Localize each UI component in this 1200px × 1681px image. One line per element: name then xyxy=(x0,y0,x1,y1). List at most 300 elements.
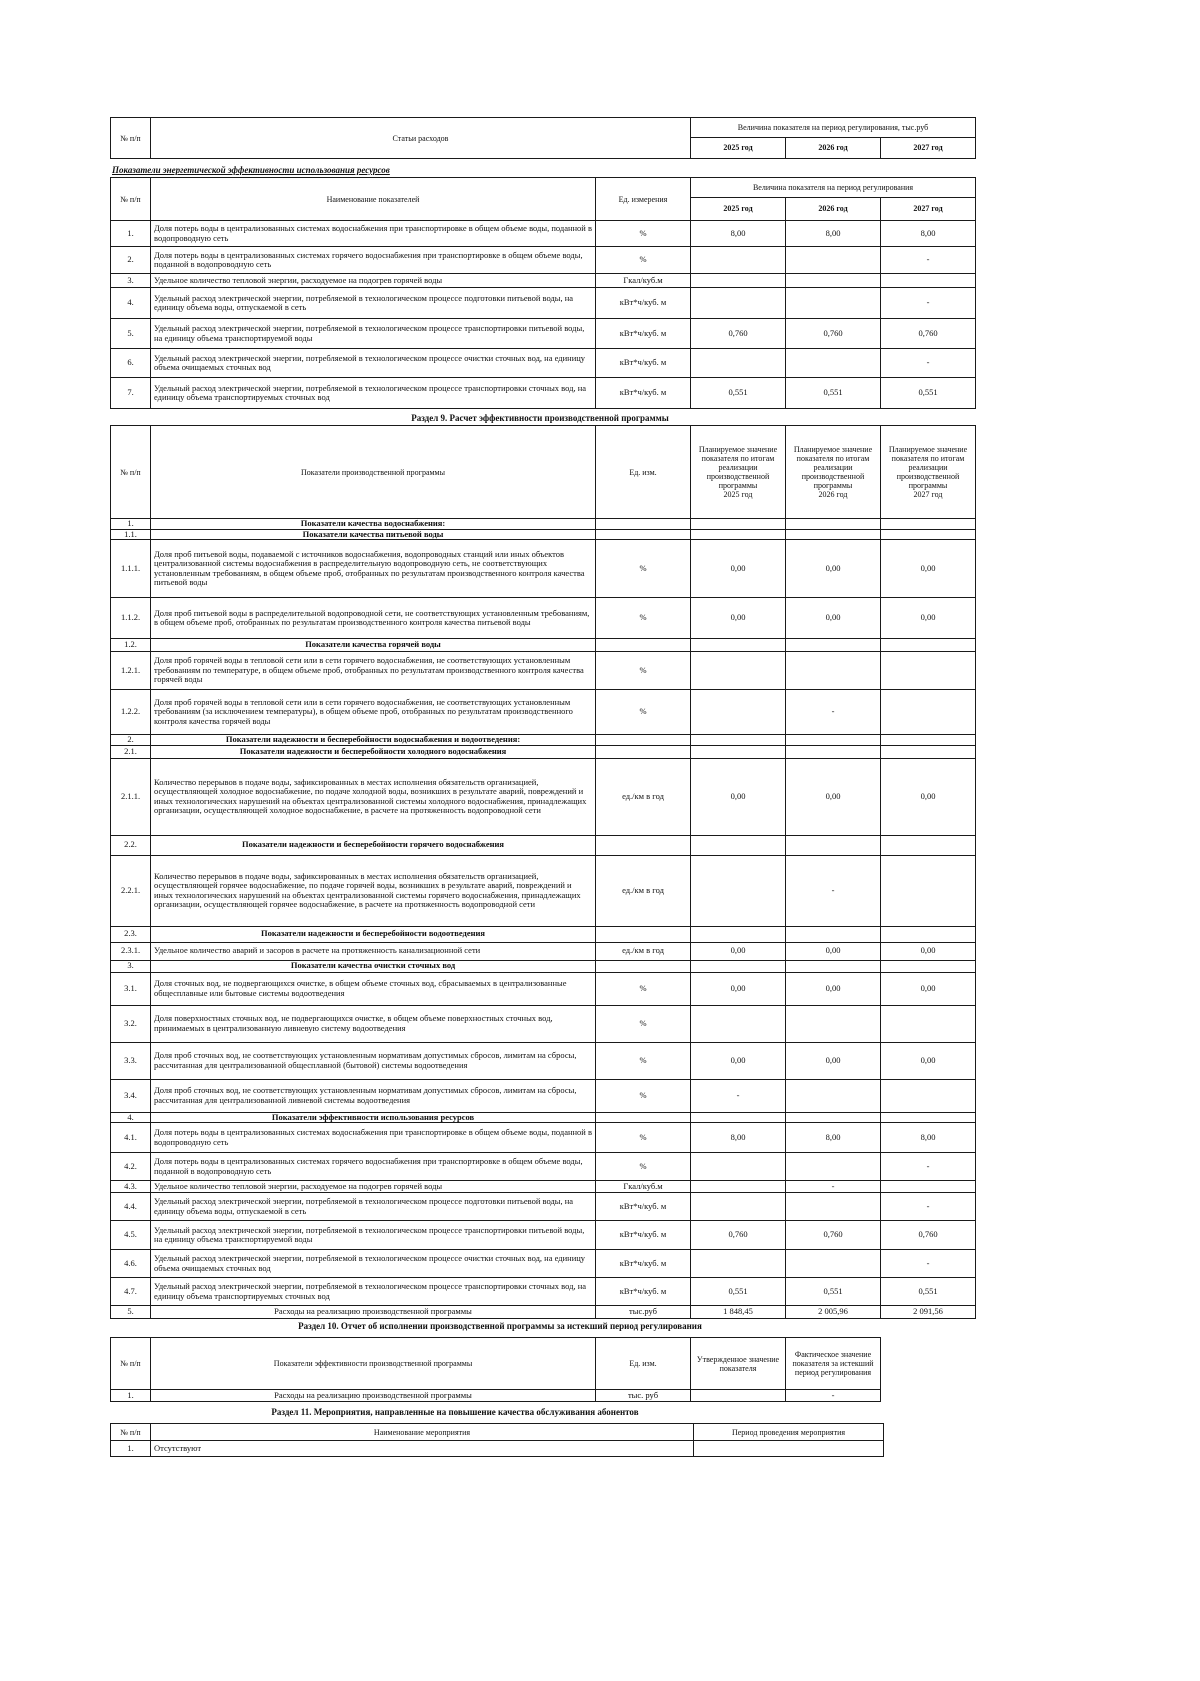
value-2025 xyxy=(691,1250,786,1278)
value-2027 xyxy=(881,960,976,972)
activity-name: Отсутствуют xyxy=(151,1441,694,1457)
section-row xyxy=(111,735,976,746)
section-title: Показатели качества очистки сточных вод xyxy=(151,960,596,972)
value-2025 xyxy=(691,247,786,274)
value-2026 xyxy=(786,1153,881,1181)
col-number-header: № п/п xyxy=(111,178,151,221)
costs-table-body xyxy=(111,118,976,159)
value-2026: 0,00 xyxy=(786,540,881,598)
row-number: 3.3. xyxy=(111,1042,151,1079)
row-number: 1.2.1. xyxy=(111,652,151,690)
table-row xyxy=(111,288,976,319)
row-number: 1. xyxy=(111,1390,151,1402)
plan-year: 2026 год xyxy=(818,490,848,499)
value-2026 xyxy=(786,1250,881,1278)
section9-title: Раздел 9. Расчет эффективности производственной программы xyxy=(411,413,669,423)
value-2027: 0,00 xyxy=(881,758,976,835)
table-row xyxy=(111,1221,976,1250)
row-number: 4.6. xyxy=(111,1250,151,1278)
table-row xyxy=(111,349,976,378)
plan-label: Планируемое значение показателя по итогам реализации производственной программы xyxy=(793,445,873,490)
table-row xyxy=(111,274,976,288)
plan-2026-header xyxy=(786,426,881,519)
value-2027: - xyxy=(881,349,976,378)
indicator-name: Доля потерь воды в централизованных системах горячего водоснабжения при транспортировке в общем объеме воды, поданной в водопроводную сеть xyxy=(151,247,596,274)
value-2025 xyxy=(691,1112,786,1123)
value-2025: 8,00 xyxy=(691,1123,786,1153)
section9-table-body xyxy=(111,519,976,1319)
table-row xyxy=(111,598,976,639)
indicator-name: Удельный расход электрической энергии, потребляемой в технологическом процессе транспортировки питьевой воды, на единицу объема транспортируемой воды xyxy=(151,319,596,349)
row-number: 2.2.1. xyxy=(111,855,151,926)
col-value-header: Величина показателя на период регулирования xyxy=(691,178,976,198)
value-2027: - xyxy=(881,288,976,319)
unit-cell: кВт*ч/куб. м xyxy=(596,1250,691,1278)
row-number: 3.1. xyxy=(111,972,151,1005)
value-2025: 0,00 xyxy=(691,598,786,639)
table-row xyxy=(111,378,976,409)
indicator-name: Расходы на реализацию производственной программы xyxy=(151,1390,596,1402)
section-title: Показатели надежности и бесперебойности водоснабжения и водоотведения: xyxy=(151,735,596,746)
unit-cell: Гкал/куб.м xyxy=(596,1181,691,1193)
value-2027: 0,00 xyxy=(881,972,976,1005)
activity-period xyxy=(694,1441,884,1457)
value-2026 xyxy=(786,519,881,530)
value-2027: 0,760 xyxy=(881,319,976,349)
indicator-name: Удельный расход электрической энергии, потребляемой в технологическом процессе подготовки питьевой воды, на единицу объема воды, отпускаемой в сеть xyxy=(151,288,596,319)
table-row xyxy=(111,247,976,274)
col-number-header: № п/п xyxy=(111,1338,151,1390)
header-row xyxy=(111,178,976,198)
value-2025: 0,551 xyxy=(691,1278,786,1306)
row-number: 4.2. xyxy=(111,1153,151,1181)
section10-title: Раздел 10. Отчет об исполнении производственной программы за истекший период регулирования xyxy=(298,1321,702,1331)
value-2026 xyxy=(786,639,881,652)
section-row xyxy=(111,519,976,530)
indicator-name: Удельный расход электрической энергии, потребляемой в технологическом процессе транспортировки сточных вод, на единицу объема транспортируемых сточных вод xyxy=(151,378,596,409)
value-2026: 2 005,96 xyxy=(786,1306,881,1319)
value-2026 xyxy=(786,247,881,274)
value-2027: - xyxy=(881,1153,976,1181)
col-approved-header: Утвержденное значение показателя xyxy=(691,1338,786,1390)
section-row xyxy=(111,745,976,758)
value-2026 xyxy=(786,652,881,690)
unit-cell: % xyxy=(596,972,691,1005)
value-2027: 0,551 xyxy=(881,378,976,409)
section-title: Показатели эффективности использования ресурсов xyxy=(151,1112,596,1123)
row-number: 4. xyxy=(111,1112,151,1123)
table-row xyxy=(111,942,976,960)
table-row xyxy=(111,1181,976,1193)
value-2025: 0,551 xyxy=(691,378,786,409)
energy-heading: Показатели энергетической эффективности использования ресурсов xyxy=(112,165,390,175)
value-2026: - xyxy=(786,690,881,735)
indicator-name: Доля проб питьевой воды, подаваемой с источников водоснабжения, водопроводных станций или иных объектов централизованной системы водоснабжения в распределительную водопроводную сеть, не соответствующих установленным требованиям, в общем объеме проб, отобранных по результатам производственного контроля качества питьевой воды xyxy=(151,540,596,598)
table-row xyxy=(111,540,976,598)
unit-cell: % xyxy=(596,1123,691,1153)
plan-year: 2025 год xyxy=(723,490,753,499)
table-row xyxy=(111,855,976,926)
table-row xyxy=(111,221,976,247)
row-number: 1. xyxy=(111,221,151,247)
unit-cell: Гкал/куб.м xyxy=(596,274,691,288)
value-2027 xyxy=(881,1005,976,1042)
col-value-header: Величина показателя на период регулирования, тыс.руб xyxy=(691,118,976,138)
row-number: 2.2. xyxy=(111,835,151,855)
value-2027 xyxy=(881,1112,976,1123)
section9-table xyxy=(110,425,976,1319)
value-2025 xyxy=(691,1005,786,1042)
col-item-header: Статьи расходов xyxy=(151,118,691,159)
section9-table-head xyxy=(111,426,976,519)
value-2025 xyxy=(691,529,786,540)
row-number: 2. xyxy=(111,735,151,746)
row-number: 1.1.2. xyxy=(111,598,151,639)
value-2026: 0,551 xyxy=(786,1278,881,1306)
value-2026: 0,760 xyxy=(786,319,881,349)
col-name-header: Наименование мероприятия xyxy=(151,1424,694,1441)
col-number-header: № п/п xyxy=(111,1424,151,1441)
value-2026 xyxy=(786,529,881,540)
year-2026-header: 2026 год xyxy=(786,198,881,221)
value-2027 xyxy=(881,274,976,288)
value-2026 xyxy=(786,835,881,855)
section-row xyxy=(111,960,976,972)
row-number: 1.2. xyxy=(111,639,151,652)
value-2027 xyxy=(881,855,976,926)
indicator-name: Доля потерь воды в централизованных системах водоснабжения при транспортировке в общем объеме воды, поданной в водопроводную сеть xyxy=(151,1123,596,1153)
row-number: 5. xyxy=(111,319,151,349)
indicator-name: Доля потерь воды в централизованных системах водоснабжения при транспортировке в общем объеме воды, поданной в водопроводную сеть xyxy=(151,221,596,247)
value-2025 xyxy=(691,519,786,530)
table-row xyxy=(111,1123,976,1153)
section-row xyxy=(111,639,976,652)
value-2027 xyxy=(881,529,976,540)
value-2025: 0,00 xyxy=(691,540,786,598)
row-number: 1. xyxy=(111,1441,151,1457)
indicator-name: Расходы на реализацию производственной программы xyxy=(151,1306,596,1319)
value-2026 xyxy=(786,735,881,746)
section-row xyxy=(111,529,976,540)
value-2027 xyxy=(881,652,976,690)
unit-cell xyxy=(596,960,691,972)
plan-label: Планируемое значение показателя по итогам реализации производственной программы xyxy=(698,445,778,490)
value-2027 xyxy=(881,926,976,942)
unit-cell xyxy=(596,519,691,530)
value-2027 xyxy=(881,639,976,652)
row-number: 3. xyxy=(111,960,151,972)
value-2026 xyxy=(786,1193,881,1221)
indicator-name: Доля проб горячей воды в тепловой сети или в сети горячего водоснабжения, не соответствующих установленным требованиям по температуре, в общем объеме проб, отобранных по результатам производственного контроля качества горячей воды xyxy=(151,652,596,690)
section-title: Показатели качества горячей воды xyxy=(151,639,596,652)
table-row xyxy=(111,1153,976,1181)
value-2027: 2 091,56 xyxy=(881,1306,976,1319)
unit-cell: ед./км в год xyxy=(596,855,691,926)
unit-cell: кВт*ч/куб. м xyxy=(596,1278,691,1306)
value-2025 xyxy=(691,1181,786,1193)
row-number: 5. xyxy=(111,1306,151,1319)
value-2027: - xyxy=(881,247,976,274)
value-2025: 0,00 xyxy=(691,1042,786,1079)
section-title: Показатели надежности и бесперебойности горячего водоснабжения xyxy=(151,835,596,855)
value-2025 xyxy=(691,835,786,855)
row-number: 4. xyxy=(111,288,151,319)
value-2026: 8,00 xyxy=(786,221,881,247)
section11-table xyxy=(110,1423,884,1457)
section-row xyxy=(111,926,976,942)
row-number: 1.1. xyxy=(111,529,151,540)
indicator-name: Удельное количество аварий и засоров в расчете на протяженность канализационной сети xyxy=(151,942,596,960)
table-row xyxy=(111,1390,881,1402)
section-title: Показатели надежности и бесперебойности холодного водоснабжения xyxy=(151,745,596,758)
value-2025: 0,00 xyxy=(691,972,786,1005)
indicator-name: Удельный расход электрической энергии, потребляемой в технологическом процессе транспортировки сточных вод, на единицу объема транспортируемых сточных вод xyxy=(151,1278,596,1306)
value-2026: 0,551 xyxy=(786,378,881,409)
row-number: 3.2. xyxy=(111,1005,151,1042)
unit-cell: ед./км в год xyxy=(596,758,691,835)
year-2026-header: 2026 год xyxy=(786,138,881,159)
indicator-name: Удельное количество тепловой энергии, расходуемое на подогрев горячей воды xyxy=(151,274,596,288)
plan-label: Планируемое значение показателя по итогам реализации производственной программы xyxy=(888,445,968,490)
unit-cell xyxy=(596,529,691,540)
value-2026: 0,00 xyxy=(786,972,881,1005)
value-2027: - xyxy=(881,1193,976,1221)
value-2027 xyxy=(881,690,976,735)
year-2025-header: 2025 год xyxy=(691,198,786,221)
table-row xyxy=(111,690,976,735)
col-unit-header: Ед. изм. xyxy=(596,426,691,519)
value-2026: 0,00 xyxy=(786,758,881,835)
section11-table-body xyxy=(111,1424,884,1457)
value-2025 xyxy=(691,652,786,690)
year-2027-header: 2027 год xyxy=(881,138,976,159)
indicator-name: Удельный расход электрической энергии, потребляемой в технологическом процессе подготовки питьевой воды, на единицу объема воды, отпускаемой в сеть xyxy=(151,1193,596,1221)
unit-cell xyxy=(596,745,691,758)
col-unit-header: Ед. измерения xyxy=(596,178,691,221)
value-2025 xyxy=(691,735,786,746)
table-row xyxy=(111,1079,976,1112)
indicator-name: Удельное количество тепловой энергии, расходуемое на подогрев горячей воды xyxy=(151,1181,596,1193)
row-number: 4.5. xyxy=(111,1221,151,1250)
row-number: 4.4. xyxy=(111,1193,151,1221)
table-row xyxy=(111,1250,976,1278)
plan-2025-header xyxy=(691,426,786,519)
section-row xyxy=(111,835,976,855)
unit-cell: % xyxy=(596,1005,691,1042)
indicator-name: Доля проб питьевой воды в распределительной водопроводной сети, не соответствующих установленным требованиям, в общем объеме проб, отобранных по результатам производственного контроля качества питьевой воды xyxy=(151,598,596,639)
unit-cell: кВт*ч/куб. м xyxy=(596,1193,691,1221)
row-number: 2.3.1. xyxy=(111,942,151,960)
energy-table-head xyxy=(111,178,976,221)
table-row xyxy=(111,1306,976,1319)
indicator-name: Удельный расход электрической энергии, потребляемой в технологическом процессе очистки сточных вод, на единицу объема очищаемых сточных вод xyxy=(151,349,596,378)
value-2026 xyxy=(786,926,881,942)
indicator-name: Доля проб сточных вод, не соответствующих установленным нормативам допустимых сбросов, лимитам на сбросы, рассчитанная для централизованной общесплавной (бытовой) системы водоотведения xyxy=(151,1042,596,1079)
row-number: 4.7. xyxy=(111,1278,151,1306)
value-2027: 0,00 xyxy=(881,942,976,960)
value-2026: 0,760 xyxy=(786,1221,881,1250)
row-number: 4.1. xyxy=(111,1123,151,1153)
indicator-name: Доля проб сточных вод, не соответствующих установленным нормативам допустимых сбросов, лимитам на сбросы, рассчитанная для централизованной ливневой системы водоотведения xyxy=(151,1079,596,1112)
section-row xyxy=(111,1112,976,1123)
row-number: 3.4. xyxy=(111,1079,151,1112)
value-2025: 0,00 xyxy=(691,758,786,835)
value-2027 xyxy=(881,745,976,758)
table-row xyxy=(111,1441,884,1457)
value-2025: 0,760 xyxy=(691,1221,786,1250)
section-title: Показатели качества питьевой воды xyxy=(151,529,596,540)
section10-table xyxy=(110,1337,881,1402)
actual-value: - xyxy=(786,1390,881,1402)
unit-cell: кВт*ч/куб. м xyxy=(596,1221,691,1250)
row-number: 1.1.1. xyxy=(111,540,151,598)
col-number-header: № п/п xyxy=(111,118,151,159)
col-name-header: Показатели производственной программы xyxy=(151,426,596,519)
col-actual-header: Фактическое значение показателя за истекший период регулирования xyxy=(786,1338,881,1390)
unit-cell: % xyxy=(596,1153,691,1181)
unit-cell: кВт*ч/куб. м xyxy=(596,319,691,349)
year-2027-header: 2027 год xyxy=(881,198,976,221)
section10-table-body xyxy=(111,1338,881,1402)
value-2026 xyxy=(786,1079,881,1112)
value-2025: - xyxy=(691,1079,786,1112)
value-2027 xyxy=(881,1079,976,1112)
value-2025: 1 848,45 xyxy=(691,1306,786,1319)
table-row xyxy=(111,758,976,835)
unit-cell: % xyxy=(596,540,691,598)
table-row xyxy=(111,1193,976,1221)
section-title: Показатели качества водоснабжения: xyxy=(151,519,596,530)
row-number: 1.2.2. xyxy=(111,690,151,735)
row-number: 2.3. xyxy=(111,926,151,942)
value-2026 xyxy=(786,1005,881,1042)
value-2025 xyxy=(691,926,786,942)
table-row xyxy=(111,319,976,349)
value-2027: 0,00 xyxy=(881,1042,976,1079)
approved-value xyxy=(691,1390,786,1402)
table-row xyxy=(111,652,976,690)
value-2027: 0,00 xyxy=(881,598,976,639)
value-2025 xyxy=(691,1193,786,1221)
unit-cell xyxy=(596,735,691,746)
unit-cell xyxy=(596,835,691,855)
unit-cell: кВт*ч/куб. м xyxy=(596,288,691,319)
table-row xyxy=(111,1278,976,1306)
unit-cell xyxy=(596,639,691,652)
value-2026: 0,00 xyxy=(786,598,881,639)
indicator-name: Доля потерь воды в централизованных системах горячего водоснабжения при транспортировке в общем объеме воды, поданной в водопроводную сеть xyxy=(151,1153,596,1181)
value-2027 xyxy=(881,1181,976,1193)
unit-cell: кВт*ч/куб. м xyxy=(596,378,691,409)
section11-title: Раздел 11. Мероприятия, направленные на повышение качества обслуживания абонентов xyxy=(271,1407,639,1417)
unit-cell: тыс. руб xyxy=(596,1390,691,1402)
value-2027: 8,00 xyxy=(881,1123,976,1153)
table-row xyxy=(111,972,976,1005)
indicator-name: Количество перерывов в подаче воды, зафиксированных в местах исполнения обязательств организацией, осуществляющей холодное водоснабжение, по подаче холодной воды, возникших в результате аварий, повреждений и иных технологических нарушений на объектах централизованной системы холодного водоснабжения, принадлежащих организации, осуществляющей холодное водоснабжение, в расчете на протяженность водопроводной сети xyxy=(151,758,596,835)
section-title: Показатели надежности и бесперебойности водоотведения xyxy=(151,926,596,942)
value-2025 xyxy=(691,288,786,319)
col-name-header: Показатели эффективности производственной программы xyxy=(151,1338,596,1390)
row-number: 1. xyxy=(111,519,151,530)
energy-table xyxy=(110,177,976,409)
value-2025 xyxy=(691,960,786,972)
row-number: 4.3. xyxy=(111,1181,151,1193)
value-2027: 0,00 xyxy=(881,540,976,598)
value-2026 xyxy=(786,288,881,319)
header-row xyxy=(111,426,976,519)
value-2025 xyxy=(691,690,786,735)
col-period-header: Период проведения мероприятия xyxy=(694,1424,884,1441)
unit-cell: ед./км в год xyxy=(596,942,691,960)
indicator-name: Доля сточных вод, не подвергающихся очистке, в общем объеме сточных вод, сбрасываемых в централизованные общесплавные или бытовые системы водоотведения xyxy=(151,972,596,1005)
header-row xyxy=(111,1424,884,1441)
costs-table xyxy=(110,117,976,159)
indicator-name: Количество перерывов в подаче воды, зафиксированных в местах исполнения обязательств организацией, осуществляющей горячее водоснабжение, по подаче горячей воды, возникших в результате аварий, повреждений и иных технологических нарушений на объектах централизованной системы горячего водоснабжения, принадлежащих организации, осуществляющей горячее водоснабжение, в расчете на протяженность водопроводной сети xyxy=(151,855,596,926)
value-2026: 8,00 xyxy=(786,1123,881,1153)
indicator-name: Удельный расход электрической энергии, потребляемой в технологическом процессе очистки сточных вод, на единицу объема очищаемых сточных вод xyxy=(151,1250,596,1278)
unit-cell xyxy=(596,926,691,942)
value-2026 xyxy=(786,745,881,758)
value-2026 xyxy=(786,274,881,288)
unit-cell: % xyxy=(596,1079,691,1112)
value-2026 xyxy=(786,1112,881,1123)
col-name-header: Наименование показателей xyxy=(151,178,596,221)
unit-cell: тыс.руб xyxy=(596,1306,691,1319)
value-2025: 0,760 xyxy=(691,319,786,349)
value-2025 xyxy=(691,274,786,288)
indicator-name: Удельный расход электрической энергии, потребляемой в технологическом процессе транспортировки питьевой воды, на единицу объема транспортируемой воды xyxy=(151,1221,596,1250)
unit-cell: % xyxy=(596,1042,691,1079)
row-number: 2.1. xyxy=(111,745,151,758)
table-row xyxy=(111,1042,976,1079)
unit-cell: % xyxy=(596,221,691,247)
value-2027 xyxy=(881,735,976,746)
table-row xyxy=(111,1005,976,1042)
value-2025: 8,00 xyxy=(691,221,786,247)
row-number: 2.1.1. xyxy=(111,758,151,835)
unit-cell: % xyxy=(596,598,691,639)
col-number-header: № п/п xyxy=(111,426,151,519)
indicator-name: Доля проб горячей воды в тепловой сети или в сети горячего водоснабжения, не соответствующих установленным требованиям (за исключением температуры), в общем объеме проб, отобранных по результатам производственного контроля качества горячей воды xyxy=(151,690,596,735)
unit-cell: кВт*ч/куб. м xyxy=(596,349,691,378)
value-2026: - xyxy=(786,855,881,926)
value-2027 xyxy=(881,835,976,855)
unit-cell: % xyxy=(596,247,691,274)
col-unit-header: Ед. изм. xyxy=(596,1338,691,1390)
unit-cell: % xyxy=(596,652,691,690)
value-2025 xyxy=(691,855,786,926)
value-2027: - xyxy=(881,1250,976,1278)
year-2025-header: 2025 год xyxy=(691,138,786,159)
row-number: 3. xyxy=(111,274,151,288)
value-2026: 0,00 xyxy=(786,942,881,960)
value-2025 xyxy=(691,1153,786,1181)
value-2027: 0,760 xyxy=(881,1221,976,1250)
energy-table-body xyxy=(111,221,976,409)
value-2025 xyxy=(691,349,786,378)
unit-cell: % xyxy=(596,690,691,735)
value-2027: 8,00 xyxy=(881,221,976,247)
value-2027 xyxy=(881,519,976,530)
indicator-name: Доля поверхностных сточных вод, не подвергающихся очистке, в общем объеме поверхностных сточных вод, принимаемых в централизованную ливневую систему водоотведения xyxy=(151,1005,596,1042)
row-number: 2. xyxy=(111,247,151,274)
plan-2027-header xyxy=(881,426,976,519)
header-row xyxy=(111,1338,881,1390)
header-row xyxy=(111,118,976,138)
value-2025 xyxy=(691,745,786,758)
unit-cell xyxy=(596,1112,691,1123)
value-2025 xyxy=(691,639,786,652)
